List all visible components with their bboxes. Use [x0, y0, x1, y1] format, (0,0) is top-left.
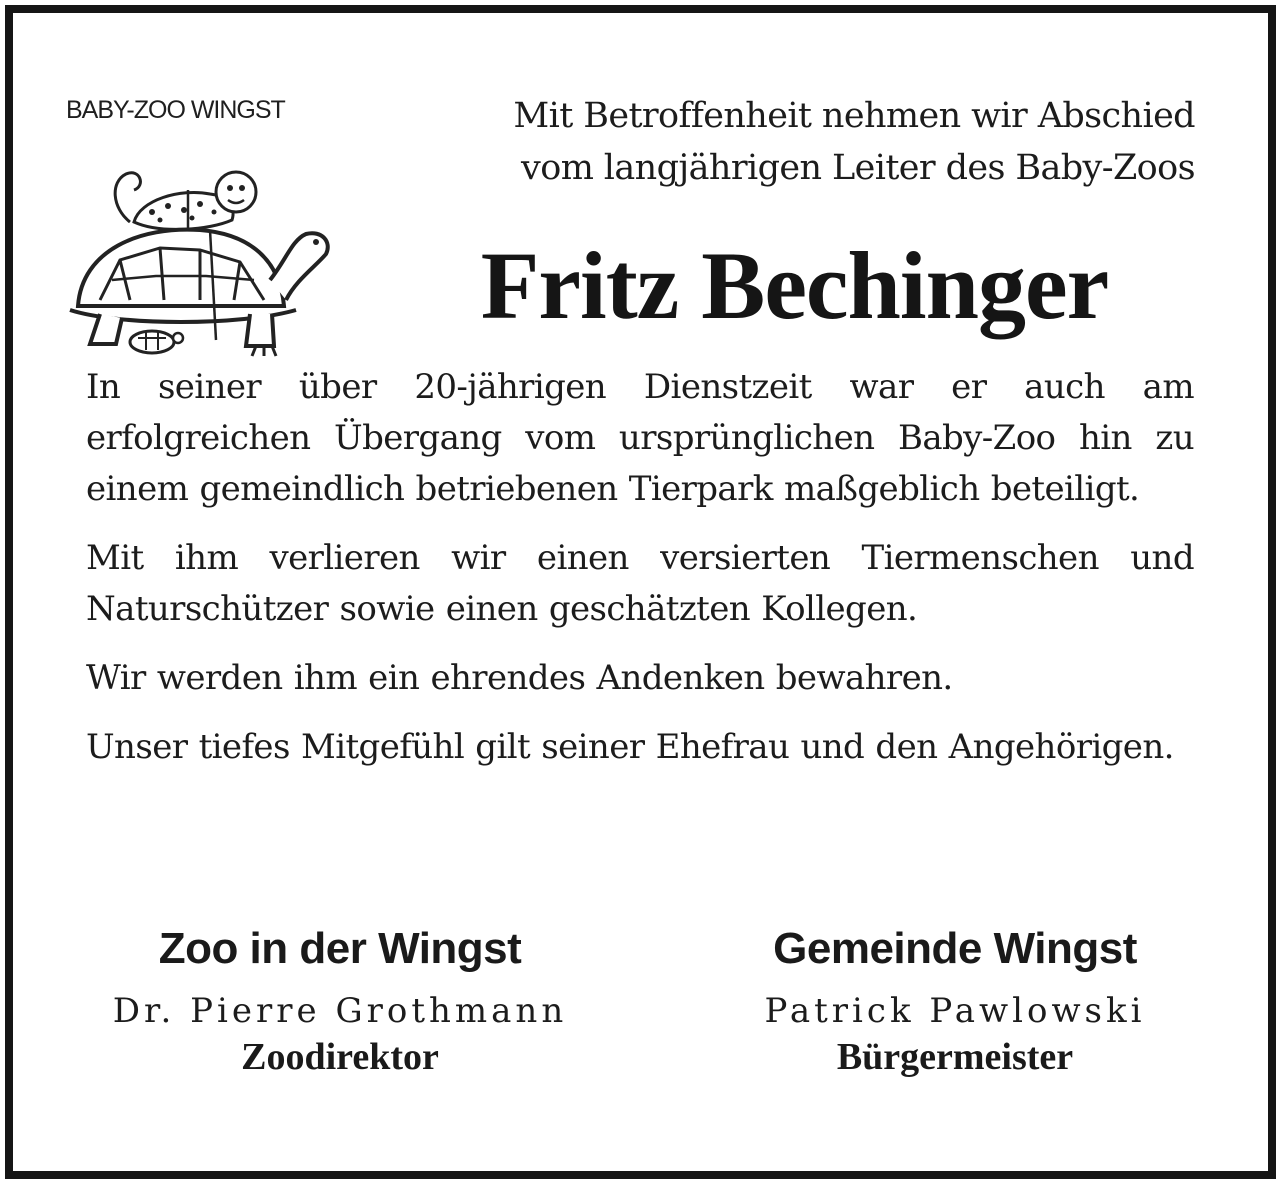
obituary-body [86, 362, 1194, 791]
signature-title: Zoodirektor [241, 1036, 439, 1078]
signature-municipality [690, 920, 1220, 1080]
paragraph-loss: Mit ihm verlieren wir einen versierten Tiermenschen und Naturschützer sowie einen geschätzten Kollegen. [86, 538, 1194, 629]
signature-person: Dr. Pierre Grothmann [112, 991, 568, 1031]
signature-zoo [80, 920, 600, 1080]
signature-organization: Zoo in der Wingst [158, 924, 522, 973]
deceased-name: Fritz Bechinger [480, 232, 1109, 339]
logo-text: BABY-ZOO WINGST [66, 96, 285, 124]
paragraph-condolence: Unser tiefes Mitgefühl gilt seiner Ehefrau und den Angehörigen. [86, 727, 1174, 767]
signature-organization: Gemeinde Wingst [773, 924, 1137, 973]
intro-line-1: Mit Betroffenheit nehmen wir Abschied [513, 96, 1195, 136]
paragraph-service: In seiner über 20-jährigen Dienstzeit war er auch am erfolgreichen Übergang vom ursprünglichen Baby-Zoo hin zu einem gemeindlich betriebenen Tierpark maßgeblich beteiligt. [86, 367, 1194, 509]
turtle-with-animals-icon [60, 130, 340, 360]
intro-text [390, 90, 1195, 194]
paragraph-remembrance: Wir werden ihm ein ehrendes Andenken bewahren. [86, 658, 953, 698]
signature-title: Bürgermeister [836, 1036, 1074, 1078]
intro-line-2: vom langjährigen Leiter des Baby-Zoos [521, 148, 1195, 188]
baby-zoo-logo [60, 96, 350, 366]
signature-person: Patrick Pawlowski [764, 991, 1146, 1031]
